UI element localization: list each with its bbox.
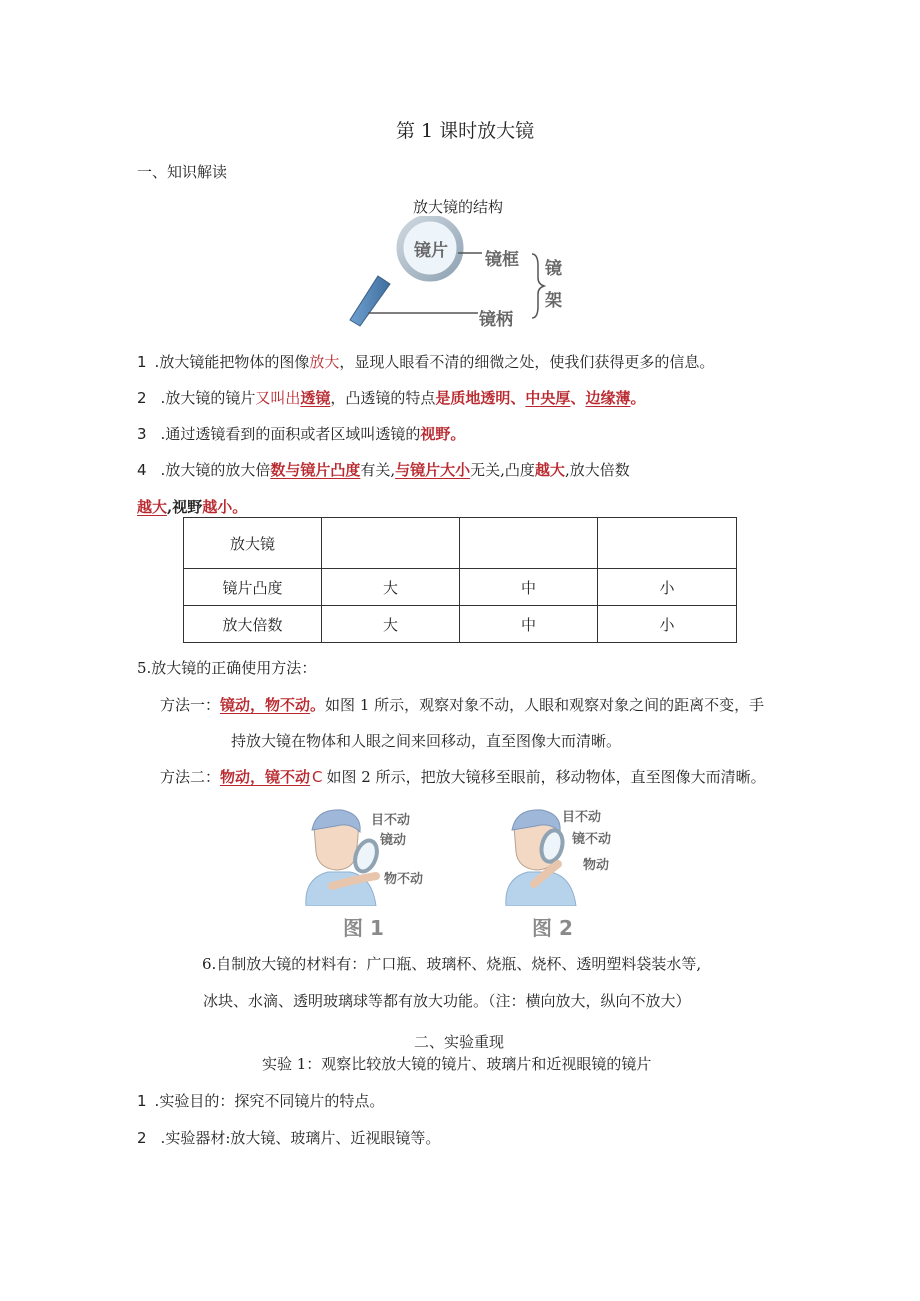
- item-number: 1: [137, 1092, 147, 1110]
- stand-label-1: 镜: [545, 259, 562, 279]
- experiment-item-1: 1 .实验目的：探究不同镜片的特点。: [137, 1092, 385, 1110]
- fig1-object-label: 物不动: [384, 872, 424, 887]
- item-number: 2: [137, 389, 147, 407]
- knowledge-item-4: 4 .放大镜的放大倍数与镜片凸度有关,与镜片大小无关,凸度越大,放大倍数: [137, 461, 630, 479]
- item-number: 2: [137, 1129, 147, 1147]
- table-cell: [322, 518, 460, 569]
- table-cell: 大: [322, 606, 460, 643]
- table-cell: [460, 518, 598, 569]
- fig2-eye-label: 目不动: [562, 810, 602, 825]
- magnifier-structure-diagram: [340, 216, 580, 332]
- fig2-caption: 图 2: [532, 916, 573, 940]
- homemade-materials-line-1: 6.自制放大镜的材料有：广口瓶、玻璃杯、烧瓶、烧杯、透明塑料袋装水等,: [202, 955, 702, 973]
- usage-heading: 5.放大镜的正确使用方法：: [137, 659, 317, 677]
- section-heading-knowledge: 一、知识解读: [137, 163, 228, 181]
- fig1-eye-label: 目不动: [371, 813, 411, 828]
- item-number: 3: [137, 425, 147, 443]
- table-row: [184, 569, 737, 606]
- table-cell: 中: [460, 569, 598, 606]
- table-cell: 小: [598, 569, 737, 606]
- page-title: 第 1 课时放大镜: [396, 120, 535, 142]
- table-cell: 大: [322, 569, 460, 606]
- highlight: 放大: [309, 353, 340, 371]
- fig1-lens-label: 镜动: [380, 833, 407, 848]
- handle-label: 镜柄: [479, 310, 513, 330]
- knowledge-item-2: 2 .放大镜的镜片又叫出透镜，凸透镜的特点是质地透明、中央厚、边缘薄。: [137, 389, 646, 407]
- fig2-object-label: 物动: [583, 858, 610, 873]
- knowledge-item-3: 3 .通过透镜看到的面积或者区域叫透镜的视野。: [137, 425, 466, 443]
- item-number: 1: [137, 353, 147, 371]
- method-one: 方法一：镜动，物不动。如图 1 所示，观察对象不动，人眼和观察对象之间的距离不变，手: [160, 696, 765, 714]
- row-header: 放大倍数: [184, 606, 322, 643]
- structure-caption: 放大镜的结构: [413, 198, 504, 216]
- table-cell: 中: [460, 606, 598, 643]
- stand-label-2: 架: [545, 291, 562, 311]
- section-heading-experiment: 二、实验重现: [414, 1033, 505, 1051]
- table-row: [184, 518, 737, 569]
- magnifier-icon: [350, 218, 460, 326]
- magnification-table: [183, 517, 737, 643]
- table-cell: 小: [598, 606, 737, 643]
- knowledge-item-4-continued: 越大,视野越小。: [137, 498, 248, 516]
- experiment-item-2: 2 .实验器材:放大镜、玻璃片、近视眼镜等。: [137, 1129, 441, 1147]
- table-row: [184, 606, 737, 643]
- row-header: 镜片凸度: [184, 569, 322, 606]
- item-number: 4: [137, 461, 147, 479]
- fig2-lens-label: 镜不动: [572, 832, 612, 847]
- method-one-continued: 持放大镜在物体和人眼之间来回移动，直至图像大而清晰。: [231, 732, 622, 750]
- fig1-caption: 图 1: [343, 916, 384, 940]
- frame-label: 镜框: [485, 250, 519, 270]
- method-two: 方法二：物动，镜不动 C 如图 2 所示，把放大镜移至眼前，移动物体，直至图像大而清晰。: [160, 768, 766, 786]
- lens-label: 镜片: [414, 241, 448, 261]
- homemade-materials-line-2: 冰块、水滴、透明玻璃球等都有放大功能。（注：横向放大，纵向不放大）: [203, 992, 691, 1010]
- table-cell: [598, 518, 737, 569]
- experiment-title: 实验 1：观察比较放大镜的镜片、玻璃片和近视眼镜的镜片: [262, 1055, 652, 1073]
- row-header: 放大镜: [184, 518, 322, 569]
- knowledge-item-1: 1 .放大镜能把物体的图像放大，显现人眼看不清的细微之处，使我们获得更多的信息。: [137, 353, 715, 371]
